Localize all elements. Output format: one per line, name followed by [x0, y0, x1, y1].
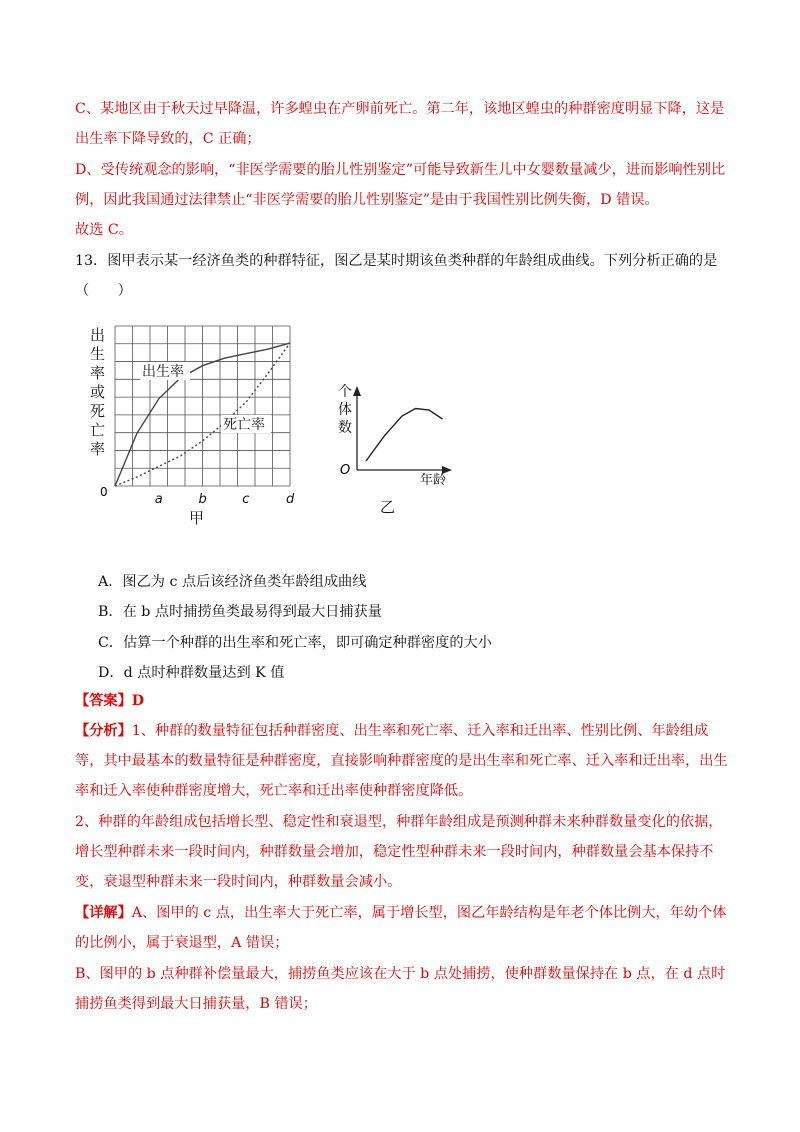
x-tick-label: a — [154, 492, 163, 507]
figure-b-y-label — [338, 384, 352, 436]
death-rate-label: 死亡率 — [223, 417, 265, 433]
paragraph-option-d: D、受传统观念的影响，“非医学需要的胎儿性别鉴定”可能导致新生儿中女婴数量减少，进而影响性别比例，因此我国通过法律禁止“非医学需要的胎儿性别鉴定”是由于我国性别比例失衡，D 错误。 — [75, 162, 726, 208]
option-a: A．图乙为 c 点后该经济鱼类年龄组成曲线 — [98, 574, 367, 590]
figure-a-origin: 0 — [100, 485, 108, 499]
detail-text-a: A、图甲的 c 点，出生率大于死亡率，属于增长型，图乙年龄结构是年老个体比例大，年幼个体的比例小，属于衰退型，A 错误； — [75, 905, 727, 951]
detail-tag: 【详解】 — [75, 905, 132, 921]
y-label-char: 率 — [90, 440, 106, 458]
analysis-text-1: 1、种群的数量特征包括种群密度、出生率和死亡率、迁入率和迁出率、性别比例、年龄组成等，其中最基本的数量特征是种群密度，直接影响种群密度的是出生率和死亡率、迁入率和迁出率，出生率和迁入率使种群密度增大，死亡率和迁出率使种群密度降低。 — [75, 723, 728, 799]
detail-paragraph-a — [75, 898, 735, 958]
analysis-paragraph-1 — [75, 716, 735, 806]
analysis-tag: 【分析】 — [75, 723, 132, 739]
figure-a-chart — [80, 318, 300, 528]
y-label-char: 亡 — [90, 421, 106, 439]
option-b: B．在 b 点时捕捞鱼类最易得到最大日捕获量 — [98, 604, 382, 620]
answer-tag: 【答案】 — [75, 693, 132, 709]
option-d: D．d 点时种群数量达到 K 值 — [98, 665, 285, 681]
x-tick-label: c — [242, 492, 250, 507]
figure-b-chart — [330, 378, 470, 523]
paragraph-option-c: C、某地区由于秋天过早降温，许多蝗虫在产卵前死亡。第二年，该地区蝗虫的种群密度明显下降，这是出生率下降导致的，C 正确； — [75, 101, 725, 147]
y-label-char: 率 — [90, 364, 106, 382]
y-label-char: 数 — [338, 420, 352, 436]
analysis-paragraph-2: 2、种群的年龄组成包括增长型、稳定性和衰退型，种群年龄组成是预测种群未来种群数量变化的依据，增长型种群未来一段时间内，种群数量会增加，稳定性型种群未来一段时间内，种群数量会基本保持不变，衰退型种群未来一段时间内，种群数量会减小。 — [75, 814, 723, 890]
x-tick-label: b — [198, 492, 207, 507]
figure-a-caption: 甲 — [189, 509, 205, 527]
age-composition-curve — [366, 409, 443, 462]
y-label-char: 或 — [90, 383, 106, 401]
y-label-char: 死 — [90, 402, 106, 420]
figure-a-y-label — [90, 326, 105, 458]
y-label-char: 个 — [338, 384, 352, 400]
y-label-char: 出 — [90, 326, 106, 344]
figure-b-caption: 乙 — [380, 498, 396, 516]
paragraph-conclusion: 故选 C。 — [75, 222, 133, 238]
detail-paragraph-b: B、图甲的 b 点种群补偿量最大，捕捞鱼类应该在大于 b 点处捕捞，使种群数量保持在 b 点，在 d 点时捕捞鱼类得到最大日捕获量，B 错误； — [75, 966, 726, 1012]
option-c: C．估算一个种群的出生率和死亡率，即可确定种群密度的大小 — [98, 635, 492, 651]
question-13: 13．图甲表示某一经济鱼类的种群特征，图乙是某时期该鱼类种群的年龄组成曲线。下列分析正确的是（ ） — [75, 253, 718, 299]
x-tick-label: d — [286, 492, 295, 507]
figure-b-origin: O — [340, 463, 351, 478]
answer-value: D — [131, 693, 145, 709]
y-label-char: 生 — [90, 345, 106, 363]
birth-rate-label: 出生率 — [142, 364, 184, 380]
figure-b-y-arrow — [353, 386, 361, 396]
figure-b-x-label: 年龄 — [420, 473, 447, 488]
answer-line — [75, 686, 735, 716]
y-label-char: 体 — [338, 402, 352, 418]
figure-a-x-ticks — [155, 492, 295, 507]
